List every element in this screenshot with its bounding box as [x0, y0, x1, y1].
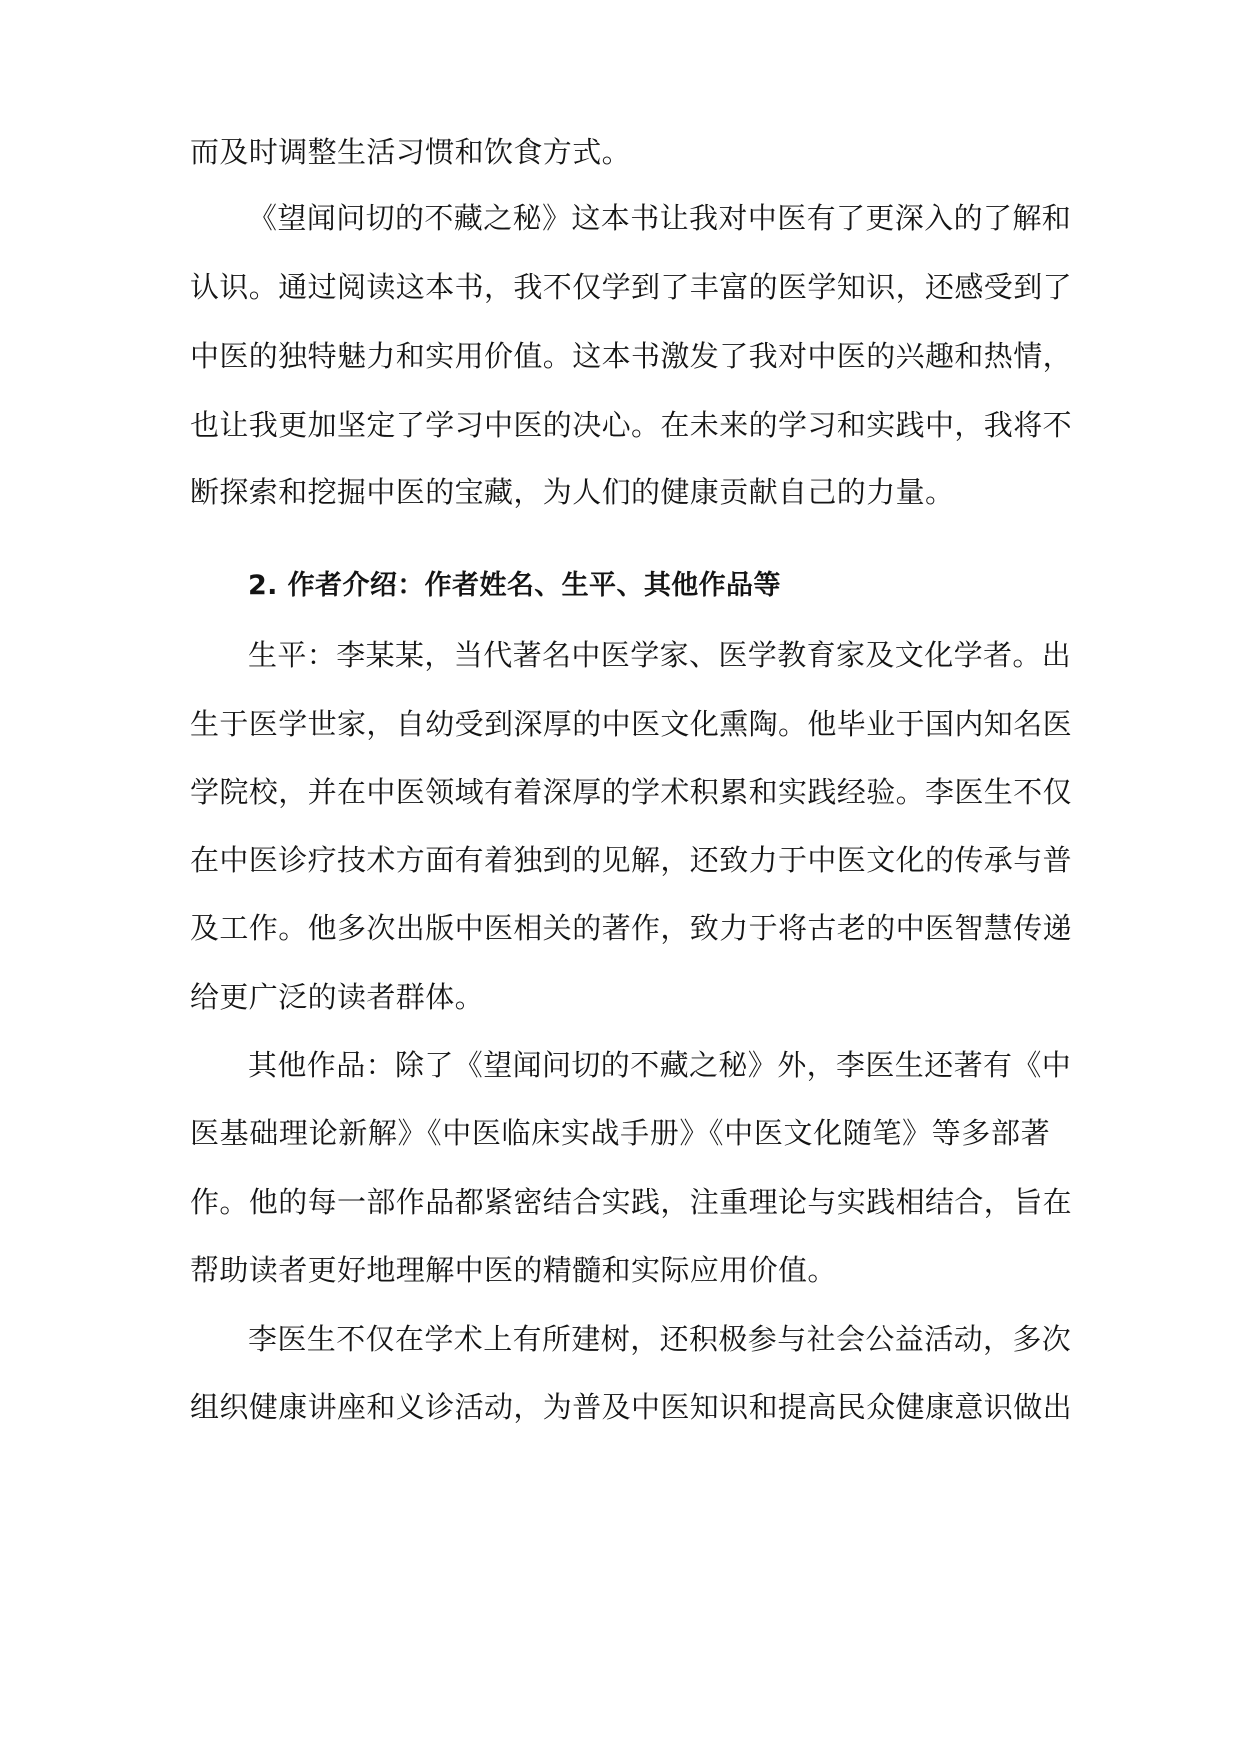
paragraph-line: 帮助读者更好地理解中医的精髓和实际应用价值。 [190, 1253, 837, 1287]
paragraph-line: 作。他的每一部作品都紧密结合实践，注重理论与实践相结合，旨在 [190, 1185, 1073, 1219]
paragraph-line: 其他作品：除了《望闻问切的不藏之秘》外，李医生还著有《中 [248, 1048, 1072, 1082]
paragraph-line: 在中医诊疗技术方面有着独到的见解，还致力于中医文化的传承与普 [190, 843, 1073, 877]
paragraph-line: 给更广泛的读者群体。 [190, 980, 485, 1014]
paragraph-line: 而及时调整生活习惯和饮食方式。 [190, 135, 632, 169]
paragraph-line: 组织健康讲座和义诊活动，为普及中医知识和提高民众健康意识做出 [190, 1390, 1073, 1424]
paragraph-line: 也让我更加坚定了学习中医的决心。在未来的学习和实践中，我将不 [190, 408, 1073, 442]
paragraph-line: 医基础理论新解》《中医临床实战手册》《中医文化随笔》等多部著 [190, 1116, 1050, 1150]
paragraph-line: 生平：李某某，当代著名中医学家、医学教育家及文化学者。出 [248, 638, 1072, 672]
paragraph-line: 学院校，并在中医领域有着深厚的学术积累和实践经验。李医生不仅 [190, 775, 1073, 809]
section-heading: 2. 作者介绍：作者姓名、生平、其他作品等 [248, 570, 781, 601]
paragraph-line: 及工作。他多次出版中医相关的著作，致力于将古老的中医智慧传递 [190, 911, 1073, 945]
paragraph-line: 中医的独特魅力和实用价值。这本书激发了我对中医的兴趣和热情， [190, 339, 1073, 373]
paragraph-line: 李医生不仅在学术上有所建树，还积极参与社会公益活动，多次 [248, 1322, 1072, 1356]
paragraph-line: 生于医学世家，自幼受到深厚的中医文化熏陶。他毕业于国内知名医 [190, 707, 1073, 741]
paragraph-line: 《望闻问切的不藏之秘》这本书让我对中医有了更深入的了解和 [248, 201, 1072, 235]
paragraph-line: 断探索和挖掘中医的宝藏，为人们的健康贡献自己的力量。 [190, 475, 955, 509]
paragraph-line: 认识。通过阅读这本书，我不仅学到了丰富的医学知识，还感受到了 [190, 270, 1073, 304]
